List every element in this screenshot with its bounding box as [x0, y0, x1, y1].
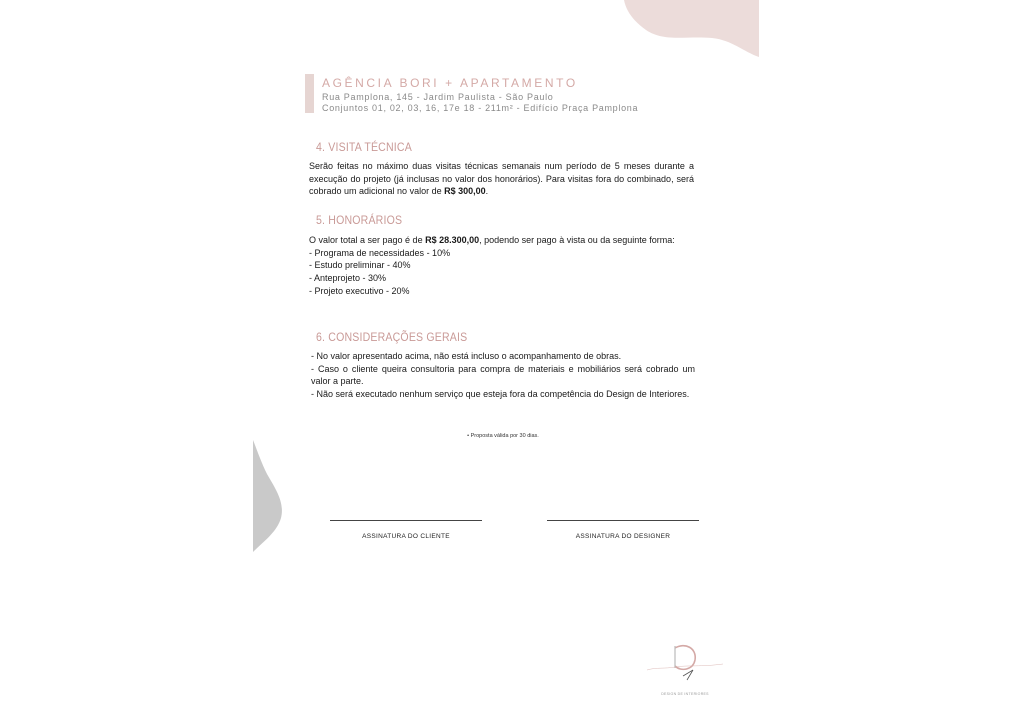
document-header: [305, 74, 722, 113]
section-title-honorarios: 5. HONORÁRIOS: [316, 213, 403, 227]
list-item: - Caso o cliente queira consultoria para compra de materiais e mobiliários será cobrado um valor a parte.: [311, 363, 695, 387]
signature-line: [330, 520, 482, 521]
list-item: - Anteprojeto - 30%: [309, 273, 387, 284]
signature-client-label: ASSINATURA DO CLIENTE: [362, 533, 450, 540]
signature-designer-label: ASSINATURA DO DESIGNER: [575, 533, 671, 540]
decorative-gray-blob: [253, 440, 283, 552]
header-units: Conjuntos 01, 02, 03, 16, 17e 18 - 211m² - Edifício Praça Pamplona: [322, 102, 639, 113]
visita-amount: R$ 300,00: [444, 186, 486, 197]
validity-note: • Proposta válida por 30 dias.: [467, 433, 539, 439]
document-page: [253, 0, 759, 725]
list-item: - Não será executado nenhum serviço que esteja fora da competência do Design de Interiores.: [311, 389, 690, 400]
logo-caption: DESIGN DE INTERIORES: [661, 692, 709, 696]
logo-mark-icon: [645, 640, 725, 692]
list-item: - Programa de necessidades - 10%: [309, 247, 451, 258]
list-item: - No valor apresentado acima, não está incluso o acompanhamento de obras.: [311, 351, 622, 361]
section-title-consideracoes: 6. CONSIDERAÇÕES GERAIS: [316, 330, 468, 344]
decorative-pink-blob: [624, 0, 759, 57]
section-text-consideracoes: [311, 350, 695, 401]
list-item: - Estudo preliminar - 40%: [309, 260, 411, 271]
header-title: AGÊNCIA BORI + APARTAMENTO: [322, 76, 578, 90]
signature-line: [547, 520, 699, 521]
section-title-visita: 4. VISITA TÉCNICA: [316, 140, 412, 154]
header-address: Rua Pamplona, 145 - Jardim Paulista - São Paulo: [322, 92, 554, 102]
signature-designer: [547, 520, 699, 540]
signature-client: [330, 520, 482, 540]
honorarios-amount: R$ 28.300,00: [425, 235, 480, 245]
section-text-visita: Serão feitas no máximo duas visitas técnicas semanais num período de 5 meses durante a execução do projeto (já inclusas no valor dos honorários). Para visitas fora do combinado, será cobrado um adicional no valor de R$ 300,00.: [309, 161, 694, 197]
designer-logo: [645, 640, 725, 700]
list-item: - Projeto executivo - 20%: [309, 285, 410, 296]
section-text-honorarios: O valor total a ser pago é de R$ 28.300,00, podendo ser pago à vista ou da seguinte forma: - Programa de necessidades - 10% - Estudo preliminar - 40% - Anteprojeto - 30% - Projeto executivo - 20%: [309, 234, 694, 298]
